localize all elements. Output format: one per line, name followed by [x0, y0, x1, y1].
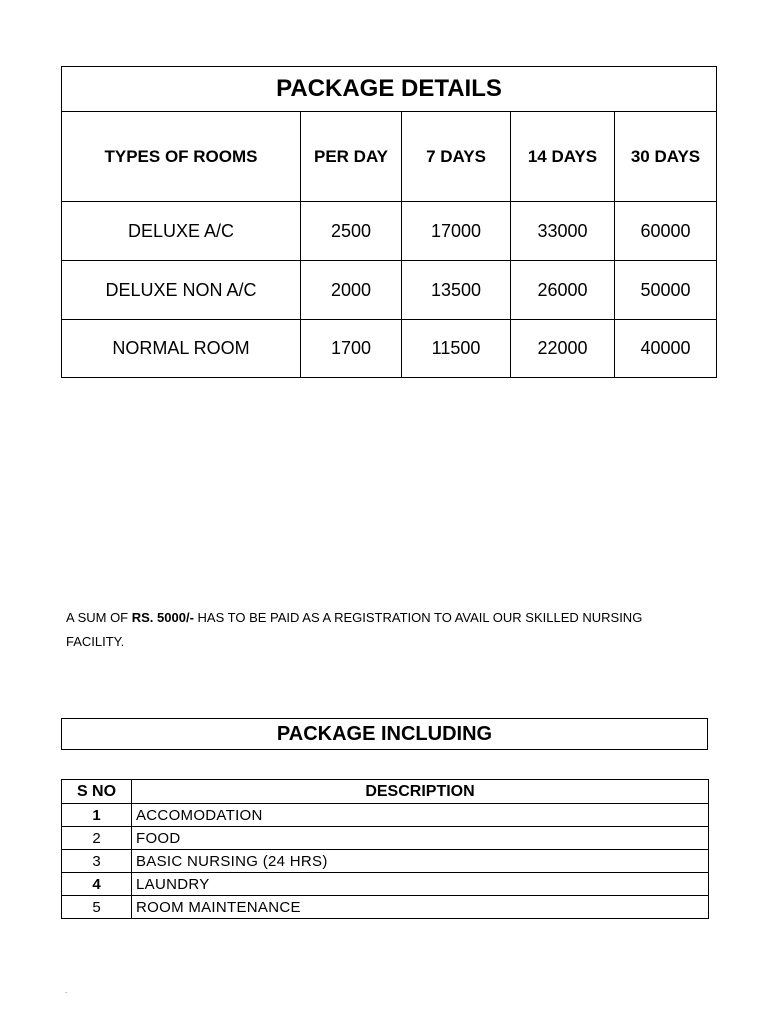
registration-note — [66, 606, 642, 654]
price-14-days-cell: 26000 — [511, 261, 615, 320]
package-details-header-row — [62, 112, 717, 202]
registration-note-line-2: FACILITY. — [66, 634, 125, 649]
column-header-per-day: PER DAY — [301, 112, 402, 202]
page-mark: . — [65, 986, 68, 995]
price-per-day-cell: 2000 — [301, 261, 402, 320]
table-row — [62, 261, 717, 320]
room-type-cell: DELUXE A/C — [62, 202, 301, 261]
description-cell: BASIC NURSING (24 HRS) — [132, 850, 709, 873]
column-header-serial-number: S NO — [62, 780, 132, 804]
package-including-table — [61, 779, 709, 919]
price-7-days-cell: 17000 — [402, 202, 511, 261]
description-cell: LAUNDRY — [132, 873, 709, 896]
package-details-table — [61, 66, 717, 378]
column-header-14-days: 14 DAYS — [511, 112, 615, 202]
serial-number-cell: 2 — [62, 827, 132, 850]
price-30-days-cell: 40000 — [615, 320, 717, 378]
package-details-title-row — [62, 67, 717, 112]
price-per-day-cell: 2500 — [301, 202, 402, 261]
description-cell: FOOD — [132, 827, 709, 850]
table-row — [62, 873, 709, 896]
price-per-day-cell: 1700 — [301, 320, 402, 378]
price-7-days-cell: 11500 — [402, 320, 511, 378]
serial-number-cell: 1 — [62, 804, 132, 827]
description-cell: ROOM MAINTENANCE — [132, 896, 709, 919]
package-including-title: PACKAGE INCLUDING — [61, 718, 708, 750]
table-row — [62, 202, 717, 261]
room-type-cell: NORMAL ROOM — [62, 320, 301, 378]
description-cell: ACCOMODATION — [132, 804, 709, 827]
package-details-title: PACKAGE DETAILS — [62, 67, 717, 112]
registration-note-prefix: A SUM OF — [66, 610, 129, 625]
column-header-room-type: TYPES OF ROOMS — [62, 112, 301, 202]
table-row — [62, 320, 717, 378]
price-14-days-cell: 33000 — [511, 202, 615, 261]
table-row — [62, 896, 709, 919]
serial-number-cell: 3 — [62, 850, 132, 873]
registration-amount: RS. 5000/- — [131, 610, 194, 625]
price-7-days-cell: 13500 — [402, 261, 511, 320]
registration-note-line-1 — [66, 606, 642, 630]
serial-number-cell: 5 — [62, 896, 132, 919]
price-30-days-cell: 60000 — [615, 202, 717, 261]
package-including-header-row — [62, 780, 709, 804]
registration-note-text: HAS TO BE PAID AS A REGISTRATION TO AVAIL OUR SKILLED NURSING — [197, 610, 643, 625]
price-14-days-cell: 22000 — [511, 320, 615, 378]
table-row — [62, 850, 709, 873]
column-header-30-days: 30 DAYS — [615, 112, 717, 202]
price-30-days-cell: 50000 — [615, 261, 717, 320]
column-header-description: DESCRIPTION — [132, 780, 709, 804]
table-row — [62, 827, 709, 850]
serial-number-cell: 4 — [62, 873, 132, 896]
room-type-cell: DELUXE NON A/C — [62, 261, 301, 320]
column-header-7-days: 7 DAYS — [402, 112, 511, 202]
table-row — [62, 804, 709, 827]
